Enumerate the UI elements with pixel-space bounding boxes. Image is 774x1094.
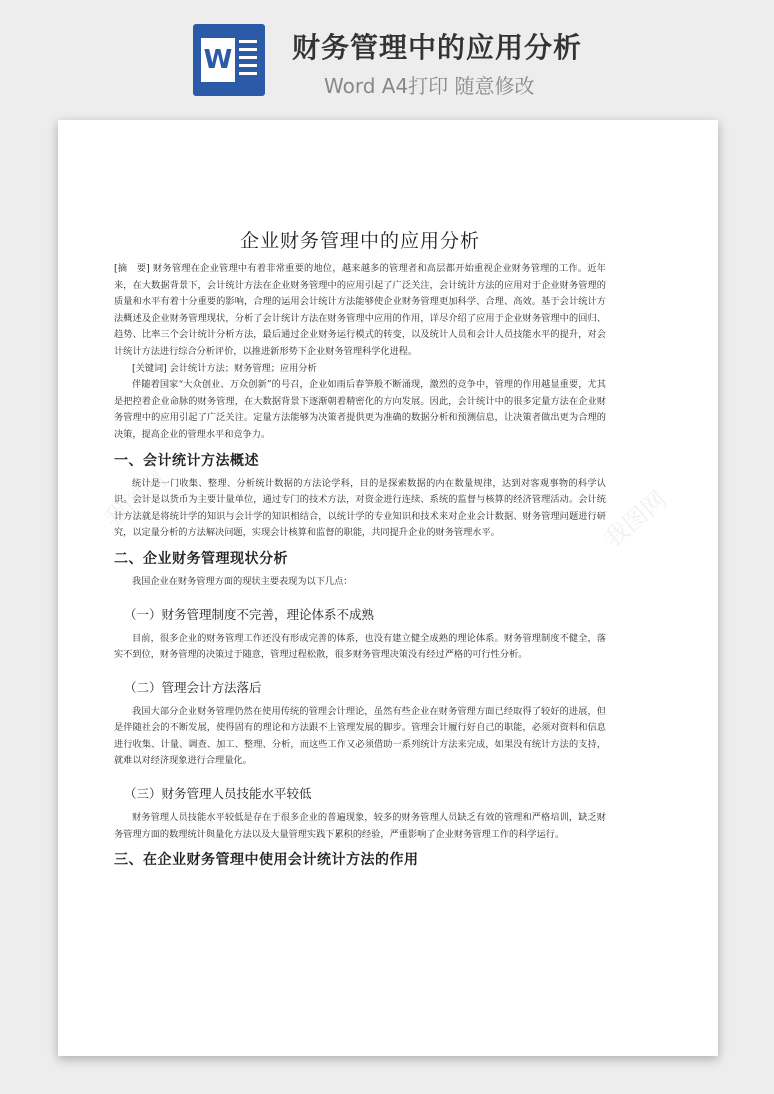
word-logo-letter: W — [201, 38, 235, 82]
section-1-heading: 一、会计统计方法概述 — [114, 452, 259, 469]
watermark-right: 我图网 — [599, 485, 673, 554]
abstract-paragraph: [摘 要] 财务管理在企业管理中有着非常重要的地位，越来越多的管理者和高层都开始重视企业财务管理的工作。近年来，在大数据背景下，会计统计方法在企业财务管理中的应用引起了广泛关注，会计统计方法的应用对于企业财务管理的质量和水平有着十分重要的影响，合理的运用会计统计方法能够使企业财务管理更加科学、合理、高效。基于会计统计方法概述及企业财务管理现状，分析了会计统计方法在财务管理中应用的作用，详尽介绍了应用于企业财务管理中的回归、趋势、比率三个会计统计分析方法，最后通过企业财务运行模式的转变，以及统计人员和会计人员技能水平的提升，对会计统计方法进行综合分析评价，以推进新形势下企业财务管理科学化进程。 — [114, 263, 606, 357]
section-2-heading: 二、企业财务管理现状分析 — [114, 550, 288, 567]
header — [0, 0, 774, 110]
document-title: 企业财务管理中的应用分析 — [239, 230, 480, 252]
section-3-heading: 三、在企业财务管理中使用会计统计方法的作用 — [114, 852, 419, 869]
document-lines-icon — [239, 40, 257, 80]
page-subtitle: Word A4打印 随意修改 — [324, 74, 535, 98]
subsection-3-heading: （三）财务管理人员技能水平较低 — [124, 786, 312, 802]
subsection-1-heading: （一）财务管理制度不完善，理论体系不成熟 — [124, 606, 375, 622]
section-1-paragraph: 统计是一门收集、整理、分析统计数据的方法论学科，目的是探索数据的内在数量规律，达到对客观事物的科学认识。会计是以货币为主要计量单位，通过专门的技术方法，对资金进行连续、系统的监督与核算的经济管理活动。会计统计方法就是将统计学的知识与会计学的知识相结合，以统计学的专业知识和技术来对企业会计数据、财务管理问题进行研究，以定量分析的方法解决问题，实现会计核算和监督的职能，共同提升企业的财务管理水平。 — [114, 477, 606, 539]
document-content — [114, 226, 606, 875]
word-icon — [193, 24, 265, 96]
subsection-2-paragraph: 我国大部分企业财务管理仍然在使用传统的管理会计理论，虽然有些企业在财务管理方面已经取得了较好的进展，但是伴随社会的不断发展，使得固有的理论和方法跟不上管理发展的脚步。管理会计履行好自己的职能，必须对资料和信息进行收集、计量、调查、加工、整理、分析，而这些工作又必须借助一系列统计方法来完成，如果没有统计方法的支持，就难以对经济现象进行合理量化。 — [114, 705, 606, 767]
subsection-3-paragraph: 财务管理人员技能水平较低是存在于很多企业的普遍现象，较多的财务管理人员缺乏有效的管理和严格培训，缺乏财务管理方面的数理统计與量化方法以及大量管理实践下累积的经验，严重影响了企业财务管理工作的科学运行。 — [114, 812, 606, 840]
section-2-paragraph: 我国企业在财务管理方面的现状主要表现为以下几点： — [132, 575, 353, 587]
watermark-left: 我图网 — [99, 465, 173, 534]
intro-paragraph: 伴随着国家“大众创业、万众创新”的号召，企业如雨后春笋般不断涌现，激烈的竞争中，管理的作用越显重要，尤其是把控着企业命脉的财务管理，在大数据背景下逐渐朝着精密化的方向发展。因此，会计统计中的很多定量方法在企业财务管理中的应用引起了广泛关注。定量方法能够为决策者提供更为准确的数据分析和预测信息，让决策者做出更为合理的决策，提高企业的管理水平和竞争力。 — [114, 379, 606, 440]
subsection-1-paragraph: 目前，很多企业的财务管理工作还没有形成完善的体系，也没有建立健全成熟的理论体系。财务管理制度不健全，落实不到位，财务管理的决策过于随意，管理过程松散，很多财务管理决策没有经过严格的可行性分析。 — [114, 632, 606, 661]
subsection-2-heading: （二）管理会计方法落后 — [124, 679, 262, 695]
page-title: 财务管理中的应用分析 — [292, 31, 583, 64]
keywords-line: [关键词] 会计统计方法；财务管理；应用分析 — [132, 362, 317, 374]
